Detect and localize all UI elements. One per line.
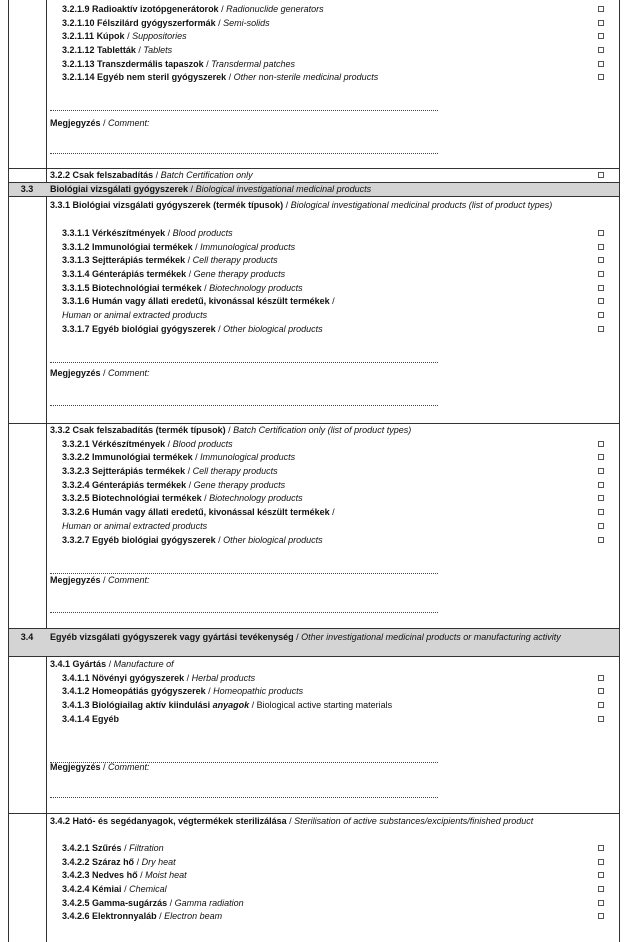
text-span: 3.3.1.6 bbox=[62, 296, 90, 307]
text-span: Tablets bbox=[143, 45, 173, 56]
section-3-2-2 bbox=[0, 169, 624, 183]
text-span: 3.3.2.6 bbox=[62, 507, 90, 518]
section-3-3-1-items bbox=[0, 227, 624, 337]
text-span: 3.4.2.4 bbox=[62, 884, 90, 895]
list-item bbox=[0, 17, 624, 31]
list-item bbox=[0, 842, 624, 856]
text-span: / bbox=[215, 534, 224, 545]
list-item bbox=[0, 685, 624, 699]
text-span: 3.2.1.11 bbox=[62, 31, 95, 42]
section-3-3-2 bbox=[0, 424, 624, 547]
checkbox[interactable] bbox=[598, 61, 604, 67]
text-span: 3.4.1 bbox=[50, 659, 71, 669]
comment-dotted-line[interactable] bbox=[50, 797, 438, 798]
text-span: Other investigational medicinal products or manufacturing activity bbox=[301, 632, 561, 642]
text-span: 3.2.1.13 bbox=[62, 58, 95, 69]
text-span: Biológiailag aktív kiindulási bbox=[92, 700, 211, 711]
text-span: Batch Certification only bbox=[160, 170, 253, 180]
list-item bbox=[0, 227, 624, 241]
text-span: Félszilárd gyógyszerformák bbox=[97, 17, 216, 28]
text-span: 3.3.2.2 bbox=[62, 452, 90, 463]
checkbox[interactable] bbox=[598, 298, 604, 304]
text-span: Száraz hő bbox=[92, 856, 135, 867]
subsection-heading bbox=[0, 424, 624, 438]
text-span: 3.4.2.1 bbox=[62, 843, 90, 853]
text-span: / bbox=[218, 4, 227, 14]
text-span: / bbox=[185, 466, 193, 477]
text-span: Gyártás bbox=[72, 659, 107, 669]
text-span: Biological active starting materials bbox=[256, 700, 393, 711]
checkbox[interactable] bbox=[598, 33, 604, 39]
text-span: / bbox=[192, 452, 201, 463]
section-number: 3.4 bbox=[20, 632, 34, 642]
text-span: Biological investigational medicinal products bbox=[195, 184, 372, 194]
text-span: / bbox=[167, 897, 175, 908]
text-span: Megjegyzés bbox=[50, 762, 101, 772]
text-span: / bbox=[137, 870, 146, 881]
text-span: Manufacture of bbox=[113, 659, 174, 669]
checkbox[interactable] bbox=[598, 509, 604, 515]
text-span: 3.4.1.3 bbox=[62, 700, 90, 711]
text-span: / bbox=[293, 632, 302, 642]
checkbox[interactable] bbox=[598, 523, 604, 529]
checkbox[interactable] bbox=[598, 913, 604, 919]
text-span: Sejtterápiás termékek bbox=[92, 255, 186, 266]
text-span: / bbox=[249, 700, 257, 711]
checkbox[interactable] bbox=[598, 468, 604, 474]
text-span: Homeopátiás gyógyszerek bbox=[92, 686, 206, 697]
text-span: Biológiai vizsgálati gyógyszerek (termék típusok) bbox=[72, 200, 284, 210]
text-span: Semi-solids bbox=[223, 17, 270, 28]
text-span: Egyéb biológiai gyógyszerek bbox=[92, 323, 216, 334]
checkbox[interactable] bbox=[598, 702, 604, 708]
comment-dotted-line[interactable] bbox=[50, 153, 438, 154]
text-span: Biotechnológiai termékek bbox=[92, 282, 202, 293]
text-span: Homeopathic products bbox=[213, 686, 304, 697]
text-span: Comment: bbox=[108, 762, 150, 772]
list-item-continuation bbox=[0, 309, 624, 323]
row-divider bbox=[8, 813, 620, 814]
list-item bbox=[0, 883, 624, 897]
text-span: Egyéb biológiai gyógyszerek bbox=[92, 534, 216, 545]
text-span: / bbox=[225, 425, 234, 435]
text-span: Blood products bbox=[172, 438, 233, 449]
row-divider bbox=[8, 656, 620, 657]
text-span: / bbox=[121, 843, 130, 853]
text-span: Vérkészítmények bbox=[92, 438, 166, 449]
text-span: Gamma radiation bbox=[174, 897, 244, 908]
text-span: 3.4.1.4 bbox=[62, 713, 90, 724]
checkbox[interactable] bbox=[598, 495, 604, 501]
text-span: Human or animal extracted products bbox=[62, 310, 208, 321]
text-span: / bbox=[215, 323, 224, 334]
text-span: 3.3.1.2 bbox=[62, 241, 90, 252]
text-span: 3.3.2.1 bbox=[62, 438, 90, 449]
text-span: / bbox=[165, 438, 173, 449]
text-span: / bbox=[201, 493, 210, 504]
text-span: / bbox=[165, 228, 173, 238]
text-span: Vérkészítmények bbox=[92, 228, 166, 238]
text-span: Elektronnyaláb bbox=[92, 911, 157, 922]
list-item bbox=[0, 323, 624, 337]
section-3-4-1 bbox=[0, 658, 624, 726]
list-item bbox=[0, 268, 624, 282]
text-span: Moist heat bbox=[145, 870, 187, 881]
list-item bbox=[0, 58, 624, 72]
list-item bbox=[0, 465, 624, 479]
text-span: Sejtterápiás termékek bbox=[92, 466, 186, 477]
checkbox[interactable] bbox=[598, 688, 604, 694]
text-span: Immunological products bbox=[200, 241, 296, 252]
text-span: Dry heat bbox=[141, 856, 176, 867]
text-span: 3.2.1.12 bbox=[62, 45, 95, 56]
checkbox[interactable] bbox=[598, 257, 604, 263]
text-span: / bbox=[100, 118, 109, 128]
list-item bbox=[0, 254, 624, 268]
section-3-2-1-continued bbox=[0, 3, 624, 85]
text-span: / bbox=[226, 72, 234, 83]
checkbox[interactable] bbox=[598, 230, 604, 236]
comment-dotted-line[interactable] bbox=[50, 362, 438, 363]
text-span: Biotechnology products bbox=[209, 282, 303, 293]
comment-dotted-line[interactable] bbox=[50, 405, 438, 406]
text-span: 3.3.1.5 bbox=[62, 282, 90, 293]
list-item-continuation bbox=[0, 520, 624, 534]
comment-dotted-line[interactable] bbox=[50, 612, 438, 613]
text-span: / bbox=[156, 911, 165, 922]
text-span: Filtration bbox=[129, 843, 164, 853]
text-span: Csak felszabadítás (termék típusok) bbox=[72, 425, 226, 435]
text-span: Other biological products bbox=[223, 323, 323, 334]
text-span: Transdermal patches bbox=[211, 58, 295, 69]
text-span: Radionuclide generators bbox=[226, 4, 324, 14]
text-span: Comment: bbox=[108, 575, 150, 585]
text-span: 3.2.2 bbox=[50, 170, 71, 180]
text-span: 3.2.1.10 bbox=[62, 17, 95, 28]
text-span: Human or animal extracted products bbox=[62, 520, 208, 531]
text-span: Megjegyzés bbox=[50, 118, 101, 128]
comment-label bbox=[50, 761, 150, 775]
comment-label bbox=[50, 367, 150, 381]
text-span: Csak felszabadítás bbox=[72, 170, 154, 180]
list-item bbox=[0, 534, 624, 548]
text-span: Cell therapy products bbox=[192, 255, 278, 266]
text-span: Batch Certification only (list of product types) bbox=[233, 425, 412, 435]
text-span: 3.4.1.2 bbox=[62, 686, 90, 697]
text-span: Biotechnológiai termékek bbox=[92, 493, 202, 504]
text-span: Biotechnology products bbox=[209, 493, 303, 504]
checkbox[interactable] bbox=[598, 675, 604, 681]
section-title bbox=[50, 183, 371, 197]
checkbox[interactable] bbox=[598, 326, 604, 332]
text-span: / bbox=[121, 884, 130, 895]
text-span: Immunológiai termékek bbox=[92, 452, 193, 463]
text-span: Sterilisation of active substances/excipients/finished product bbox=[294, 816, 534, 826]
list-item bbox=[0, 699, 624, 713]
list-item bbox=[0, 713, 624, 727]
text-span: Ható- és segédanyagok, végtermékek sterilizálása bbox=[72, 816, 287, 826]
text-span: / bbox=[100, 762, 109, 772]
text-span: 3.3.1 bbox=[50, 200, 71, 210]
list-item bbox=[0, 672, 624, 686]
section-3-4-2-items bbox=[0, 842, 624, 924]
text-span: 3.4.2.5 bbox=[62, 897, 90, 908]
checkbox[interactable] bbox=[598, 312, 604, 318]
text-span: Gene therapy products bbox=[193, 479, 286, 490]
text-span: / bbox=[201, 282, 210, 293]
checkbox[interactable] bbox=[598, 285, 604, 291]
row-divider bbox=[8, 196, 620, 197]
text-span: Electron beam bbox=[164, 911, 223, 922]
text-span: Transzdermális tapaszok bbox=[97, 58, 204, 69]
checkbox[interactable] bbox=[598, 886, 604, 892]
checkbox[interactable] bbox=[598, 74, 604, 80]
list-item bbox=[0, 241, 624, 255]
text-span: Immunológiai termékek bbox=[92, 241, 193, 252]
text-span: Nedves hő bbox=[92, 870, 138, 881]
text-span: Növényi gyógyszerek bbox=[92, 672, 185, 683]
list-item bbox=[0, 30, 624, 44]
text-span: / bbox=[134, 856, 142, 867]
checkbox[interactable] bbox=[598, 441, 604, 447]
text-span: Herbal products bbox=[191, 672, 256, 683]
text-span: / bbox=[106, 659, 114, 669]
comment-label bbox=[50, 574, 150, 588]
checkbox[interactable] bbox=[598, 271, 604, 277]
list-item bbox=[0, 169, 624, 183]
checkbox[interactable] bbox=[598, 716, 604, 722]
list-item bbox=[0, 897, 624, 911]
text-span: / bbox=[153, 170, 161, 180]
list-item bbox=[0, 44, 624, 58]
text-span: 3.3.2 bbox=[50, 425, 71, 435]
text-span: 3.2.1.9 bbox=[62, 4, 90, 14]
list-item bbox=[0, 451, 624, 465]
text-span: Tabletták bbox=[97, 45, 136, 56]
text-span: Gamma-sugárzás bbox=[92, 897, 168, 908]
text-span: Gene therapy products bbox=[193, 269, 286, 280]
text-span: 3.4.2.3 bbox=[62, 870, 90, 881]
text-span: 3.3.1.3 bbox=[62, 255, 90, 266]
checkbox[interactable] bbox=[598, 872, 604, 878]
section-title bbox=[50, 631, 602, 645]
list-item bbox=[0, 506, 624, 520]
text-span: / bbox=[205, 686, 214, 697]
text-span: Other biological products bbox=[223, 534, 323, 545]
list-item bbox=[0, 282, 624, 296]
text-span: 3.3.1.1 bbox=[62, 228, 90, 238]
text-span: Blood products bbox=[172, 228, 233, 238]
text-span: 3.3.1.4 bbox=[62, 269, 90, 280]
section-number: 3.3 bbox=[20, 184, 34, 194]
text-span: / bbox=[215, 17, 224, 28]
list-item bbox=[0, 492, 624, 506]
text-span: / bbox=[286, 816, 295, 826]
checkbox[interactable] bbox=[598, 454, 604, 460]
text-span: Egyéb bbox=[92, 713, 120, 724]
text-span: / bbox=[100, 575, 109, 585]
text-span: 3.4.1.1 bbox=[62, 672, 90, 683]
text-span: / bbox=[185, 255, 193, 266]
text-span: 3.3.2.7 bbox=[62, 534, 90, 545]
checkbox[interactable] bbox=[598, 244, 604, 250]
text-span: Humán vagy állati eredetű, kivonással készült termékek bbox=[92, 296, 330, 307]
text-span: / bbox=[135, 45, 144, 56]
text-span: / bbox=[283, 200, 291, 210]
text-span: Kémiai bbox=[92, 884, 122, 895]
text-span: anyagok bbox=[212, 700, 250, 711]
text-span: 3.3.2.4 bbox=[62, 479, 90, 490]
text-span: Génterápiás termékek bbox=[92, 479, 187, 490]
text-span: Biológiai vizsgálati gyógyszerek bbox=[50, 184, 189, 194]
text-span: Egyéb nem steril gyógyszerek bbox=[97, 72, 227, 83]
subsection-heading bbox=[50, 199, 602, 213]
text-span: 3.2.1.14 bbox=[62, 72, 95, 83]
text-span: 3.3.2.5 bbox=[62, 493, 90, 504]
text-span: Kúpok bbox=[96, 31, 125, 42]
text-span: Génterápiás termékek bbox=[92, 269, 187, 280]
text-span: / bbox=[192, 241, 201, 252]
list-item bbox=[0, 910, 624, 924]
subsection-heading bbox=[50, 815, 602, 829]
text-span: Immunological products bbox=[200, 452, 296, 463]
comment-label bbox=[50, 117, 150, 131]
text-span: 3.4.2.6 bbox=[62, 911, 90, 922]
text-span: Other non-sterile medicinal products bbox=[233, 72, 379, 83]
text-span: 3.4.2.2 bbox=[62, 856, 90, 867]
list-item bbox=[0, 479, 624, 493]
checkbox[interactable] bbox=[598, 845, 604, 851]
text-span: Comment: bbox=[108, 368, 150, 378]
checkbox[interactable] bbox=[598, 20, 604, 26]
list-item bbox=[0, 3, 624, 17]
text-span: Chemical bbox=[129, 884, 167, 895]
text-span: Cell therapy products bbox=[192, 466, 278, 477]
text-span: / bbox=[186, 479, 194, 490]
text-span: Biological investigational medicinal products (list of product types) bbox=[290, 200, 553, 210]
list-item bbox=[0, 869, 624, 883]
checkbox[interactable] bbox=[598, 537, 604, 543]
text-span: Szűrés bbox=[92, 843, 122, 853]
list-item bbox=[0, 71, 624, 85]
text-span: Megjegyzés bbox=[50, 368, 101, 378]
text-span: / bbox=[186, 269, 194, 280]
text-span: 3.3.1.7 bbox=[62, 323, 90, 334]
text-span: Suppositories bbox=[132, 31, 187, 42]
text-span: Egyéb vizsgálati gyógyszerek vagy gyártási tevékenység bbox=[50, 632, 294, 642]
text-span: / bbox=[329, 296, 335, 307]
checkbox[interactable] bbox=[598, 900, 604, 906]
checkbox[interactable] bbox=[598, 859, 604, 865]
subsection-heading bbox=[0, 658, 624, 672]
text-span: / bbox=[124, 31, 133, 42]
checkbox[interactable] bbox=[598, 6, 604, 12]
text-span: / bbox=[329, 507, 335, 518]
text-span: / bbox=[184, 672, 192, 683]
text-span: 3.4.2 bbox=[50, 816, 71, 826]
comment-dotted-line[interactable] bbox=[50, 110, 438, 111]
text-span: Humán vagy állati eredetű, kivonással készült termékek bbox=[92, 507, 330, 518]
checkbox[interactable] bbox=[598, 47, 604, 53]
checkbox[interactable] bbox=[598, 482, 604, 488]
list-item bbox=[0, 295, 624, 309]
text-span: Radioaktív izotópgenerátorok bbox=[92, 4, 219, 14]
text-span: / bbox=[188, 184, 196, 194]
text-span: Comment: bbox=[108, 118, 150, 128]
text-span: 3.3.2.3 bbox=[62, 466, 90, 477]
text-span: / bbox=[203, 58, 212, 69]
list-item bbox=[0, 856, 624, 870]
checkbox[interactable] bbox=[598, 172, 604, 178]
text-span: Megjegyzés bbox=[50, 575, 101, 585]
list-item bbox=[0, 438, 624, 452]
text-span: / bbox=[100, 368, 109, 378]
